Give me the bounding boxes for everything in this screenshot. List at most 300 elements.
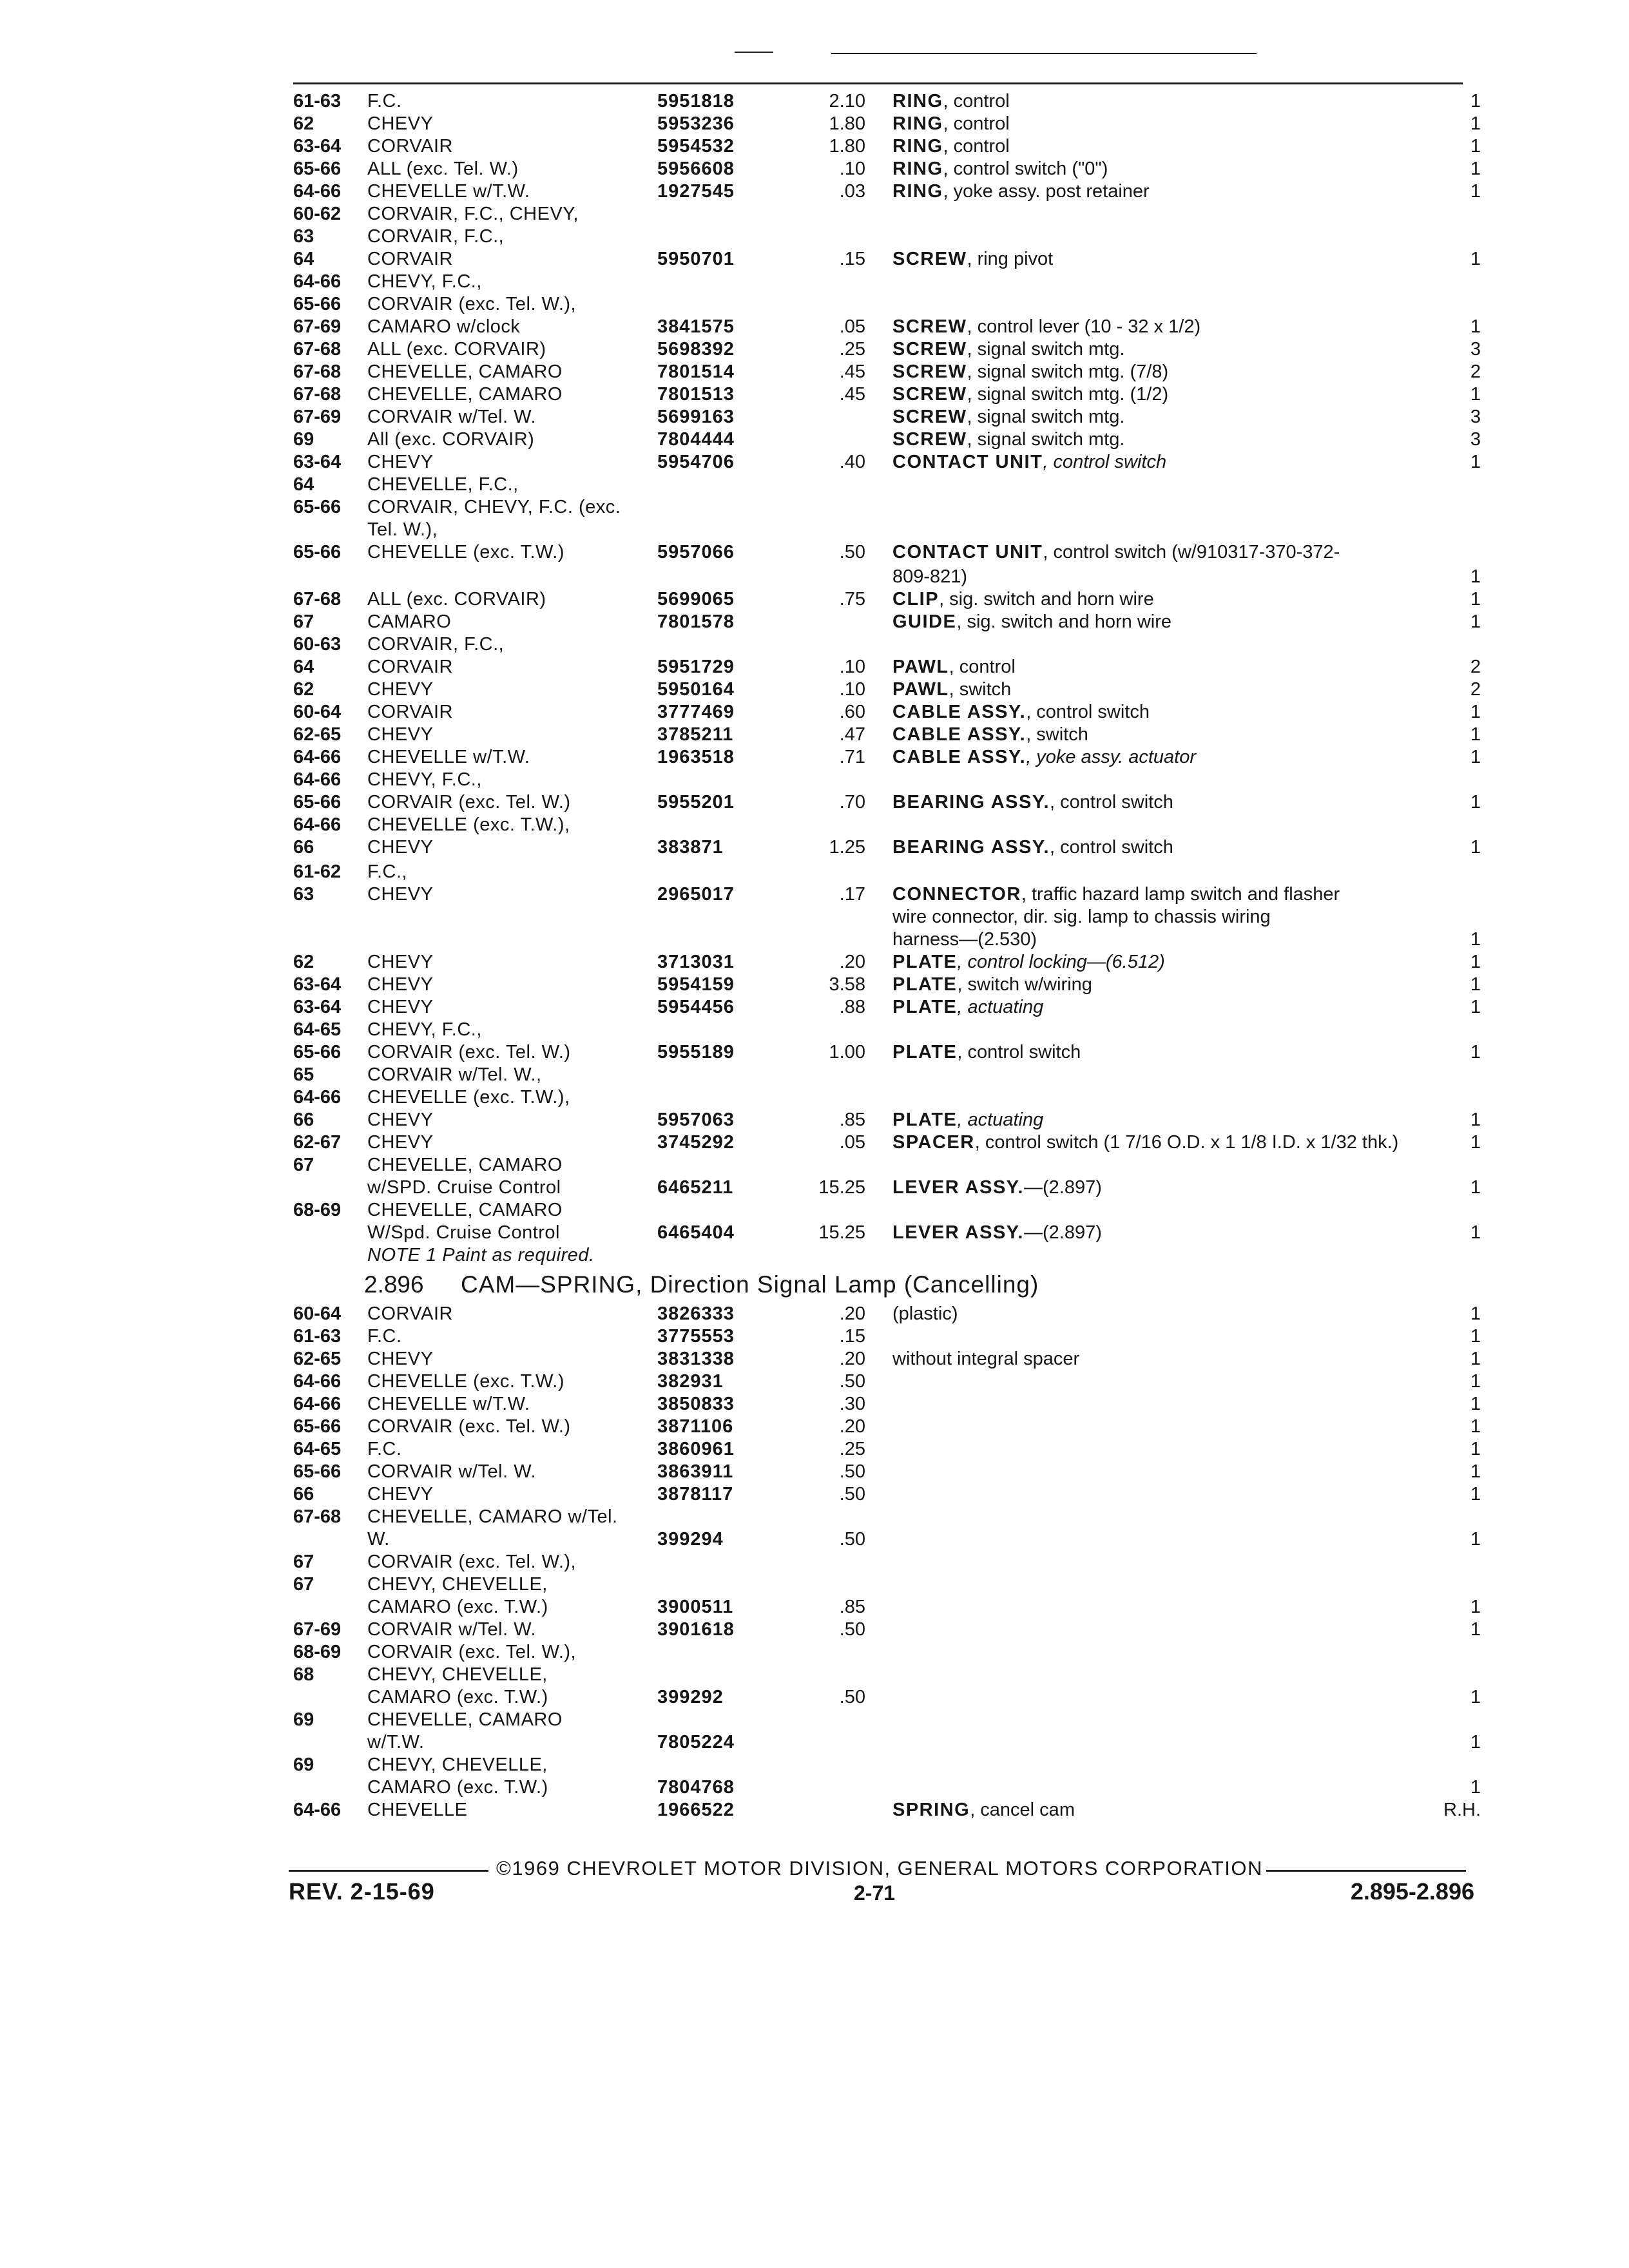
copyright: ©1969 CHEVROLET MOTOR DIVISION, GENERAL MOTORS CORPORATION [496,1857,1263,1879]
model-name: CORVAIR w/Tel. W. [367,407,537,427]
part-detail: , control switch [1043,452,1167,472]
table-row [0,1086,1629,1109]
model-name: CAMARO w/clock [367,316,521,337]
part-number: 3871106 [657,1416,734,1437]
model-years: 67 [293,1155,314,1175]
model-name: ALL (exc. CORVAIR) [367,339,546,360]
model-name: CHEVELLE (exc. T.W.), [367,1087,570,1108]
part-detail: , traffic hazard lamp switch and flasher [1021,884,1340,905]
list-price: .10 [839,657,865,677]
model-name: CHEVY [367,1110,434,1130]
model-years: 65-66 [293,159,342,179]
part-detail: , actuating [957,997,1044,1017]
part-detail: , control switch [1050,837,1173,858]
quantity: 1 [1470,929,1481,950]
table-row [0,1731,1629,1754]
model-years: 68 [293,1664,314,1685]
part-name: SPACER [892,1132,975,1153]
list-price: .30 [839,1394,865,1414]
part-detail: —(2.897) [1023,1222,1102,1243]
model-name: CORVAIR (exc. Tel. W.), [367,294,577,314]
model-name: CORVAIR (exc. Tel. W.) [367,1416,571,1437]
model-years: 65-66 [293,1042,342,1062]
list-price: .20 [839,952,865,972]
quantity: 1 [1470,91,1481,111]
part-number: 6465211 [657,1177,734,1198]
quantity: 1 [1470,1303,1481,1324]
table-row [0,113,1629,135]
list-price: .50 [839,1484,865,1504]
quantity: 1 [1470,384,1481,405]
part-detail: , sig. switch and horn wire [956,611,1171,632]
model-name: CHEVELLE [367,1800,468,1820]
table-row [0,1393,1629,1416]
part-number: 5699065 [657,589,735,610]
part-detail: , cancel cam [970,1800,1075,1820]
part-name: RING [892,136,943,157]
model-years: 64-66 [293,1371,342,1392]
model-name: ALL (exc. CORVAIR) [367,589,546,610]
list-price: .45 [839,384,865,405]
list-price: .88 [839,997,865,1017]
part-number: 3863911 [657,1461,734,1482]
model-name: CHEVY, F.C., [367,769,482,790]
model-years: 65-66 [293,497,342,517]
table-row [0,1528,1629,1551]
table-row [0,541,1629,566]
list-price: .10 [839,679,865,700]
part-number: 2965017 [657,884,735,905]
part-description [892,541,1340,564]
model-years: 62-67 [293,1132,342,1153]
top-rule [293,82,1463,84]
model-name: NOTE 1 Paint as required. [367,1245,595,1265]
part-detail: , control switch [1050,792,1173,812]
model-name: CORVAIR (exc. Tel. W.) [367,1042,571,1062]
section-number: 2.896 [364,1271,424,1298]
model-name: CHEVY [367,724,434,745]
part-name: SCREW [892,384,967,405]
model-years: 61-63 [293,91,342,111]
part-number: 5954706 [657,452,735,472]
model-name: CHEVY [367,1484,434,1504]
part-description [892,928,1037,951]
model-years: 66 [293,1484,314,1504]
table-row [0,1019,1629,1041]
table-row [0,656,1629,678]
part-detail: , control lever (10 - 32 x 1/2) [967,316,1201,337]
model-years: 64-66 [293,1087,342,1108]
quantity: 1 [1470,1371,1481,1392]
part-detail: , control switch [957,1042,1081,1062]
model-years: 67-68 [293,339,342,360]
model-years: 64-66 [293,769,342,790]
model-years: 64-66 [293,1800,342,1820]
list-price: .03 [839,181,865,202]
list-price: 15.25 [818,1177,865,1198]
model-years: 64-66 [293,1394,342,1414]
quantity: 1 [1470,113,1481,134]
part-number: 5954159 [657,974,735,995]
part-detail: , control [943,113,1010,134]
model-name: CHEVELLE, CAMARO [367,1155,563,1175]
model-name: All (exc. CORVAIR) [367,429,535,450]
table-row [0,1325,1629,1348]
part-description [892,1131,1398,1154]
quantity: 1 [1470,1326,1481,1347]
part-description [892,113,1010,135]
quantity: 1 [1470,1349,1481,1369]
table-row [0,226,1629,248]
part-number: 382931 [657,1371,724,1392]
part-number: 7801513 [657,384,735,405]
quantity: 2 [1470,657,1481,677]
table-row [0,746,1629,769]
model-years: 68-69 [293,1200,342,1220]
part-number: 3775553 [657,1326,735,1347]
list-price: .50 [839,1371,865,1392]
part-description [892,951,1165,974]
table-row [0,1303,1629,1325]
model-name: CHEVY [367,113,434,134]
part-description [892,316,1200,338]
part-detail: , signal switch mtg. [967,407,1125,427]
list-price: .50 [839,542,865,562]
part-name: CONTACT UNIT [892,542,1043,562]
part-number: 1966522 [657,1800,735,1820]
part-name: CLIP [892,589,940,610]
model-name: W. [367,1529,390,1550]
quantity: 1 [1470,1777,1481,1798]
list-price: .25 [839,1439,865,1459]
model-name: Tel. W.), [367,519,438,540]
part-name: CABLE ASSY. [892,724,1027,745]
model-name: CORVAIR w/Tel. W. [367,1619,537,1640]
model-name: CORVAIR w/Tel. W. [367,1461,537,1482]
part-number: 5951818 [657,91,735,111]
table-row [0,611,1629,633]
quantity: 1 [1470,1394,1481,1414]
table-row [0,1064,1629,1086]
model-name: CHEVY [367,884,434,905]
model-name: CHEVY, CHEVELLE, [367,1754,548,1775]
part-description [892,1303,958,1325]
part-name: PLATE [892,952,958,972]
quantity: 3 [1470,339,1481,360]
list-price: .85 [839,1110,865,1130]
model-name: CHEVELLE (exc. T.W.), [367,814,570,835]
part-detail: , ring pivot [967,249,1054,269]
model-years: 67-69 [293,1619,342,1640]
table-row [0,566,1629,588]
part-detail: wire connector, dir. sig. lamp to chassis wiring [892,907,1271,927]
list-price: .17 [839,884,865,905]
part-name: PLATE [892,974,958,995]
model-years: 63-64 [293,997,342,1017]
part-name: SCREW [892,361,967,382]
model-years: 63 [293,226,314,247]
part-name: RING [892,113,943,134]
part-description [892,883,1340,906]
list-price: .50 [839,1687,865,1707]
part-description [892,566,967,588]
part-detail: , yoke assy. actuator [1026,747,1196,767]
table-row [0,1776,1629,1799]
table-row [0,1041,1629,1064]
table-row [0,1664,1629,1686]
list-price: .75 [839,589,865,610]
model-years: 61-62 [293,861,342,882]
table-row [0,633,1629,656]
part-number: 7801578 [657,611,735,632]
model-name: CHEVY [367,974,434,995]
quantity: 2 [1470,361,1481,382]
model-years: 69 [293,1709,314,1730]
table-row [0,883,1629,906]
quantity: 1 [1470,611,1481,632]
part-number: 7801514 [657,361,735,382]
table-row [0,906,1629,928]
list-price: 3.58 [829,974,865,995]
part-description [892,428,1124,451]
table-row [0,1199,1629,1222]
model-name: F.C. [367,1439,402,1459]
list-price: .60 [839,702,865,722]
model-name: CHEVELLE, CAMARO [367,361,563,382]
part-description [892,701,1150,724]
part-number: 399294 [657,1529,724,1550]
quantity: 1 [1470,974,1481,995]
table-row [0,158,1629,180]
quantity: 1 [1470,1110,1481,1130]
part-number: 6465404 [657,1222,735,1243]
table-row [0,1416,1629,1438]
list-price: .70 [839,792,865,812]
quantity: 1 [1470,1529,1481,1550]
table-row [0,1348,1629,1370]
model-years: 67-69 [293,407,342,427]
part-name: CONNECTOR [892,884,1021,905]
part-number: 5956608 [657,159,735,179]
model-name: CORVAIR [367,657,453,677]
table-row [0,928,1629,951]
part-name: SCREW [892,429,967,450]
model-name: w/T.W. [367,1732,425,1753]
model-years: 68-69 [293,1642,342,1662]
part-number: 5699163 [657,407,735,427]
part-detail: harness—(2.530) [892,929,1037,950]
table-row [0,293,1629,316]
table-row [0,1370,1629,1393]
table-row [0,814,1629,836]
list-price: .10 [839,159,865,179]
model-name: CORVAIR, F.C., [367,634,505,655]
model-years: 64 [293,474,314,495]
part-number: 1927545 [657,181,735,202]
part-description [892,974,1092,996]
list-price: 1.80 [829,113,865,134]
table-row [0,1641,1629,1664]
quantity: 1 [1470,702,1481,722]
part-name: PAWL [892,657,949,677]
quantity: 1 [1470,1687,1481,1707]
part-detail: 809-821) [892,566,968,587]
part-detail: without integral spacer [892,1349,1080,1369]
model-years: 65-66 [293,1416,342,1437]
model-name: CORVAIR (exc. Tel. W.), [367,1642,577,1662]
part-name: SCREW [892,407,967,427]
part-detail: , control [943,91,1010,111]
table-row [0,1799,1629,1821]
model-years: 60-64 [293,1303,342,1324]
part-description [892,1348,1079,1370]
model-name: CAMARO [367,611,452,632]
part-name: BEARING ASSY. [892,837,1050,858]
part-description [892,451,1166,474]
model-years: 64 [293,657,314,677]
model-name: CHEVY, F.C., [367,1019,482,1040]
model-years: 64-66 [293,814,342,835]
table-row [0,678,1629,701]
model-years: 61-63 [293,1326,342,1347]
table-row [0,90,1629,113]
table-row [0,1483,1629,1506]
part-number: 5953236 [657,113,735,134]
part-detail: , control locking—(6.512) [957,952,1165,972]
quantity: 1 [1470,1416,1481,1437]
model-name: CHEVY [367,452,434,472]
list-price: .50 [839,1619,865,1640]
list-price: 2.10 [829,91,865,111]
part-number: 3901618 [657,1619,735,1640]
part-number: 7804768 [657,1777,735,1798]
model-name: CHEVELLE, F.C., [367,474,519,495]
part-detail: , control switch [1026,702,1150,722]
part-name: RING [892,181,943,202]
list-price: .15 [839,249,865,269]
quantity: 1 [1470,1132,1481,1153]
table-row [0,1177,1629,1199]
table-row [0,428,1629,451]
part-detail: , control [943,136,1010,157]
quantity: 1 [1470,249,1481,269]
list-price: .15 [839,1326,865,1347]
part-description [892,656,1016,678]
quantity: 1 [1470,1177,1481,1198]
part-number: 5950164 [657,679,735,700]
table-row [0,406,1629,428]
part-description [892,135,1010,158]
model-name: CORVAIR (exc. Tel. W.) [367,792,571,812]
model-years: 64-65 [293,1439,342,1459]
part-description [892,836,1173,859]
part-description [892,1109,1043,1131]
quantity: 3 [1470,407,1481,427]
part-number: 5950701 [657,249,735,269]
part-description [892,1177,1102,1199]
table-row [0,474,1629,496]
quantity: 1 [1470,589,1481,610]
model-name: CHEVY, CHEVELLE, [367,1664,548,1685]
model-name: ALL (exc. Tel. W.) [367,159,519,179]
header-rule-fragment [735,52,773,53]
part-description [892,746,1196,769]
part-number: 5951729 [657,657,735,677]
table-row [0,1461,1629,1483]
table-row [0,951,1629,974]
part-detail: , signal switch mtg. (7/8) [967,361,1169,382]
section-range: 2.895-2.896 [1350,1878,1474,1905]
part-number: 3900511 [657,1597,734,1617]
model-name: CORVAIR w/Tel. W., [367,1064,542,1085]
part-description [892,180,1150,203]
quantity: 1 [1470,724,1481,745]
table-row [0,1109,1629,1131]
model-years: 67-68 [293,384,342,405]
footer-rule-left [289,1870,488,1872]
model-name: CHEVY [367,679,434,700]
model-name: CORVAIR [367,249,453,269]
quantity: 1 [1470,566,1481,587]
model-years: 64-65 [293,1019,342,1040]
model-name: CHEVELLE w/T.W. [367,747,530,767]
part-detail: , control switch ("0") [943,159,1108,179]
table-row [0,588,1629,611]
model-years: 66 [293,837,314,858]
part-detail: (plastic) [892,1303,958,1324]
part-name: RING [892,159,943,179]
part-description [892,678,1011,701]
model-years: 65 [293,1064,314,1085]
part-number: 5955189 [657,1042,735,1062]
part-number: 5957066 [657,542,735,562]
model-years: 64-66 [293,271,342,292]
part-number: 3785211 [657,724,734,745]
section-heading [0,1267,1629,1303]
part-detail: , control switch (1 7/16 O.D. x 1 1/8 I.D. x 1/32 thk.) [974,1132,1399,1153]
part-name: LEVER ASSY. [892,1177,1024,1198]
model-years: 67 [293,1552,314,1572]
part-detail: , sig. switch and horn wire [939,589,1154,610]
part-number: 3831338 [657,1349,735,1369]
quantity: 1 [1470,1732,1481,1753]
part-name: CABLE ASSY. [892,702,1027,722]
part-detail: , signal switch mtg. [967,339,1125,360]
list-price: .50 [839,1529,865,1550]
list-price: .05 [839,316,865,337]
table-row [0,1506,1629,1528]
part-name: PLATE [892,1110,958,1130]
model-name: CHEVELLE, CAMARO w/Tel. [367,1506,618,1527]
model-years: 63-64 [293,136,342,157]
quantity: 1 [1470,1042,1481,1062]
model-years: 67-69 [293,316,342,337]
part-name: LEVER ASSY. [892,1222,1024,1243]
quantity: 1 [1470,1597,1481,1617]
part-name: CABLE ASSY. [892,747,1027,767]
part-name: PLATE [892,997,958,1017]
table-row [0,996,1629,1019]
quantity: 1 [1470,1484,1481,1504]
part-name: SPRING [892,1800,970,1820]
quantity: 3 [1470,429,1481,450]
part-number: 3777469 [657,702,735,722]
part-detail: , signal switch mtg. [967,429,1125,450]
model-years: 62 [293,952,314,972]
part-number: 1963518 [657,747,735,767]
part-description [892,158,1108,180]
table-row [0,1131,1629,1154]
